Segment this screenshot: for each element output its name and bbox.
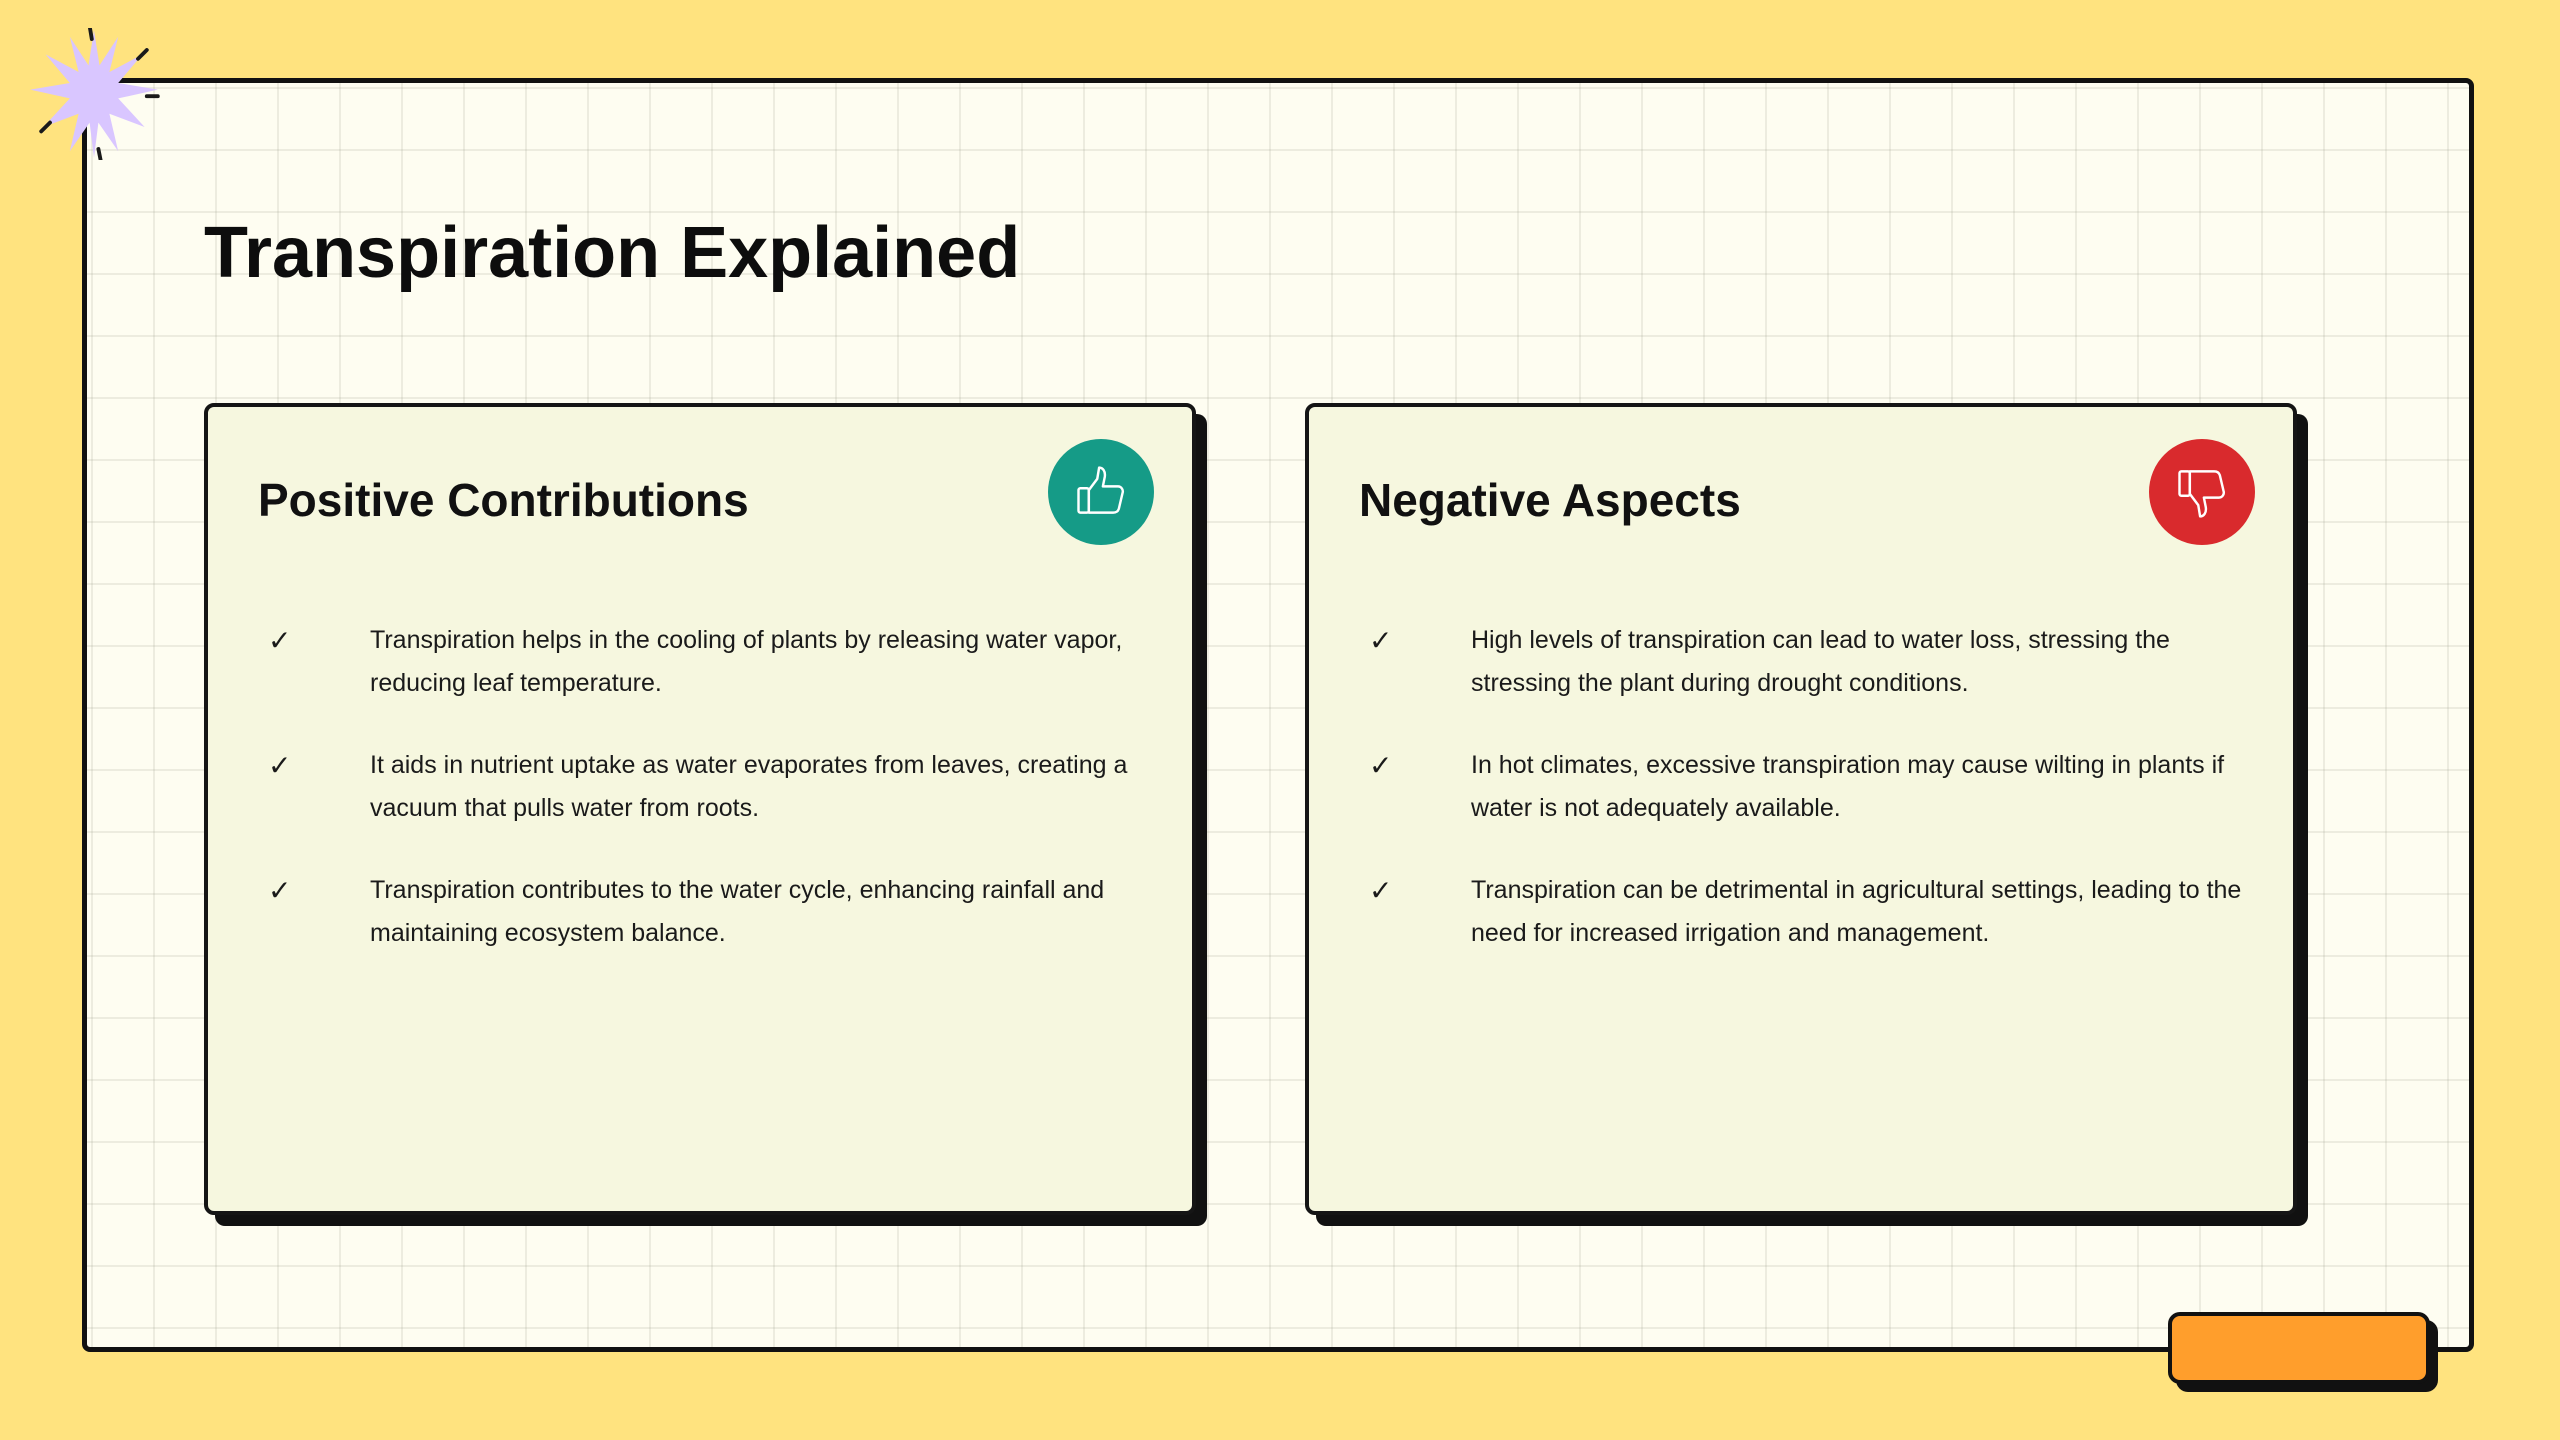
thumbs-up-badge (1048, 439, 1154, 545)
check-icon: ✓ (268, 874, 292, 907)
list-item (1369, 619, 2249, 705)
card-title: Negative Aspects (1359, 474, 1741, 526)
list-item (268, 744, 1148, 830)
point-text: Transpiration can be detrimental in agricultural settings, leading to the need for increased irrigation and management. (1471, 876, 2242, 947)
list-item (268, 619, 1148, 705)
check-icon: ✓ (1369, 624, 1393, 657)
point-text: High levels of transpiration can lead to water loss, stressing the stressing the plant during drought conditions. (1471, 626, 2170, 697)
negative-aspects-card (1305, 403, 2297, 1215)
point-text: Transpiration contributes to the water cycle, enhancing rainfall and maintaining ecosystem balance. (370, 876, 1105, 947)
check-icon: ✓ (268, 624, 292, 657)
point-text: It aids in nutrient uptake as water evaporates from leaves, creating a vacuum that pulls water from roots. (370, 751, 1128, 822)
positive-contributions-card (204, 403, 1196, 1215)
list-item (1369, 744, 2249, 830)
thumbs-down-badge (2149, 439, 2255, 545)
negative-points-list (1369, 619, 2249, 994)
thumbs-down-icon (2172, 462, 2232, 522)
point-text: In hot climates, excessive transpiration may cause wilting in plants if water is not adequately available. (1471, 751, 2225, 822)
card-title: Positive Contributions (258, 474, 749, 526)
thumbs-up-icon (1071, 462, 1131, 522)
list-item (268, 869, 1148, 955)
check-icon: ✓ (268, 749, 292, 782)
check-icon: ✓ (1369, 874, 1393, 907)
positive-points-list (268, 619, 1148, 994)
page-title: Transpiration Explained (204, 213, 1021, 293)
orange-accent-tab (2168, 1312, 2430, 1384)
list-item (1369, 869, 2249, 955)
point-text: Transpiration helps in the cooling of plants by releasing water vapor, reducing leaf temperature. (370, 626, 1123, 697)
starburst-icon (28, 28, 160, 160)
check-icon: ✓ (1369, 749, 1393, 782)
